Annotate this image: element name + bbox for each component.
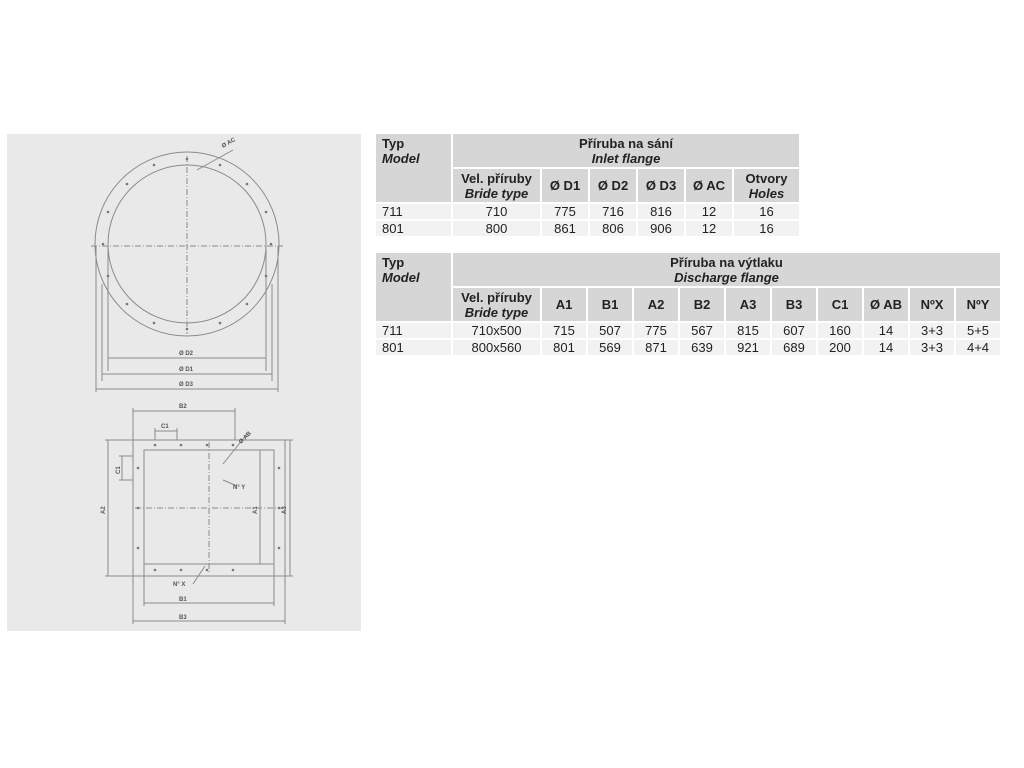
cell: 3+3 [910, 340, 954, 355]
cell: 639 [680, 340, 724, 355]
table-row [376, 221, 799, 236]
label-ac: Ø AC [221, 137, 237, 150]
cell: 710 [453, 204, 540, 219]
discharge-col-b3: B3 [772, 288, 816, 321]
cell: 16 [734, 221, 799, 236]
table-row [376, 340, 1000, 355]
cell: 800x560 [453, 340, 540, 355]
label-nx: N° X [173, 582, 186, 588]
rect-flange [105, 408, 293, 624]
inlet-col-bride-cz: Vel. příruby [461, 170, 532, 186]
cell: 16 [734, 204, 799, 219]
label-c1: C1 [161, 424, 169, 430]
cell: 507 [588, 323, 632, 338]
discharge-col-ab: Ø AB [864, 288, 908, 321]
label-a1: A1 [253, 506, 259, 514]
label-c1-vertical: C1 [116, 466, 122, 474]
label-d3: Ø D3 [179, 382, 194, 388]
label-a3: A3 [282, 506, 288, 514]
cell: 710x500 [453, 323, 540, 338]
label-a2: A2 [101, 506, 107, 514]
cell: 801 [542, 340, 586, 355]
cell: 12 [686, 221, 732, 236]
flange-drawing-svg [7, 134, 361, 631]
discharge-col-a2: A2 [634, 288, 678, 321]
inlet-title [453, 134, 799, 167]
discharge-col-bride [453, 288, 540, 321]
cell: 569 [588, 340, 632, 355]
inlet-col-d3: Ø D3 [638, 169, 684, 202]
cell: 906 [638, 221, 684, 236]
discharge-title-en: Discharge flange [674, 269, 779, 285]
cell: 160 [818, 323, 862, 338]
discharge-col-bride-en: Bride type [464, 304, 529, 320]
typ-label: Typ [382, 136, 405, 151]
cell: 567 [680, 323, 724, 338]
flange-drawing [7, 134, 361, 631]
discharge-col-ny: NºY [956, 288, 1000, 321]
inlet-title-cz: Příruba na sání [579, 135, 673, 151]
inlet-typ-header [376, 134, 451, 202]
cell: 14 [864, 323, 908, 338]
inlet-col-holes-en: Holes [748, 185, 785, 201]
discharge-flange-table [374, 251, 1002, 357]
discharge-title-cz: Příruba na výtlaku [670, 254, 783, 270]
inlet-col-holes [734, 169, 799, 202]
discharge-col-a1: A1 [542, 288, 586, 321]
cell: 12 [686, 204, 732, 219]
cell: 200 [818, 340, 862, 355]
discharge-col-nx: NºX [910, 288, 954, 321]
cell: 716 [590, 204, 636, 219]
discharge-col-b1: B1 [588, 288, 632, 321]
cell: 921 [726, 340, 770, 355]
inlet-flange-table [374, 132, 801, 238]
cell: 711 [376, 204, 451, 219]
label-ny: N° Y [233, 485, 246, 491]
label-ab: Ø AB [238, 430, 253, 446]
discharge-col-bride-cz: Vel. příruby [461, 289, 532, 305]
discharge-col-b2: B2 [680, 288, 724, 321]
label-b1: B1 [179, 597, 187, 603]
cell: 806 [590, 221, 636, 236]
cell: 815 [726, 323, 770, 338]
cell: 607 [772, 323, 816, 338]
label-b2: B2 [179, 404, 187, 410]
inlet-col-holes-cz: Otvory [745, 170, 788, 186]
cell: 816 [638, 204, 684, 219]
cell: 14 [864, 340, 908, 355]
label-d2: Ø D2 [179, 351, 194, 357]
model-label: Model [382, 270, 420, 285]
cell: 715 [542, 323, 586, 338]
inlet-col-bride-en: Bride type [464, 185, 529, 201]
cell: 861 [542, 221, 588, 236]
discharge-col-c1: C1 [818, 288, 862, 321]
cell: 3+3 [910, 323, 954, 338]
model-label: Model [382, 151, 420, 166]
cell: 871 [634, 340, 678, 355]
cell: 775 [634, 323, 678, 338]
cell: 801 [376, 221, 451, 236]
label-d1: Ø D1 [179, 367, 194, 373]
cell: 711 [376, 323, 451, 338]
cell: 689 [772, 340, 816, 355]
discharge-typ-header [376, 253, 451, 321]
inlet-col-d1: Ø D1 [542, 169, 588, 202]
discharge-col-a3: A3 [726, 288, 770, 321]
inlet-title-en: Inlet flange [591, 150, 661, 166]
table-row [376, 204, 799, 219]
inlet-col-d2: Ø D2 [590, 169, 636, 202]
cell: 4+4 [956, 340, 1000, 355]
cell: 800 [453, 221, 540, 236]
label-b3: B3 [179, 615, 187, 621]
discharge-title [453, 253, 1000, 286]
cell: 5+5 [956, 323, 1000, 338]
inlet-col-bride [453, 169, 540, 202]
typ-label: Typ [382, 255, 405, 270]
cell: 775 [542, 204, 588, 219]
inlet-col-ac: Ø AC [686, 169, 732, 202]
cell: 801 [376, 340, 451, 355]
table-row [376, 323, 1000, 338]
